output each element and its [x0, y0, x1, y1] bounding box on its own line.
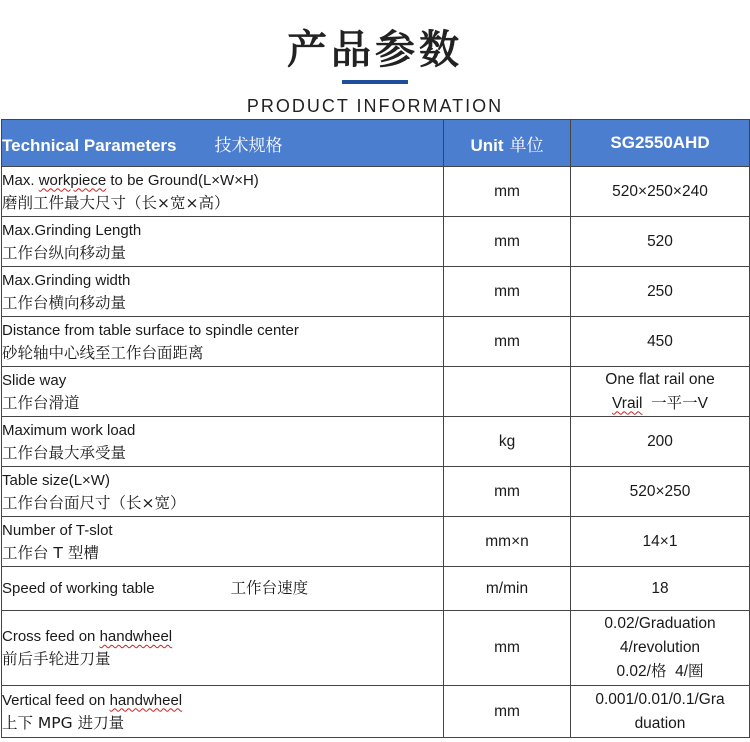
table-row	[2, 611, 750, 686]
param-en: Slide way	[2, 371, 67, 389]
spellcheck-word: handwheel	[109, 691, 183, 709]
param-cell	[2, 317, 444, 367]
value-line: 520×250×240	[612, 182, 708, 200]
value-line: 0.02/Graduation	[604, 615, 716, 632]
spellcheck-word: workpiece	[38, 171, 107, 189]
param-cn: 工作台 T 型槽	[2, 543, 99, 562]
unit-cell: kg	[444, 417, 571, 467]
page-subtitle: PRODUCT INFORMATION	[246, 96, 504, 116]
unit-cell: mm×n	[444, 517, 571, 567]
param-cell	[2, 267, 444, 317]
param-cell	[2, 517, 444, 567]
value-cell	[571, 417, 750, 467]
param-en: Maximum work load	[2, 421, 136, 439]
param-en-part: Max.	[2, 171, 39, 189]
value-line: 520	[647, 232, 673, 250]
table-header-row	[2, 120, 750, 167]
value-cell	[571, 367, 750, 417]
param-en-part: Cross feed on	[2, 628, 100, 645]
value-cell	[571, 517, 750, 567]
value-part: 一平一V	[642, 394, 708, 412]
param-en	[2, 169, 443, 192]
table-row	[2, 567, 750, 611]
spellcheck-word: handwheel	[99, 628, 173, 645]
value-line: duation	[634, 714, 686, 732]
value-line: 250	[647, 282, 673, 300]
table-row	[2, 217, 750, 267]
param-cn: 上下 MPG 进刀量	[2, 713, 125, 732]
value-cell	[571, 686, 750, 738]
value-line: 18	[651, 579, 669, 597]
param-cn: 工作台纵向移动量	[2, 243, 127, 262]
header-param-en: Technical Parameters	[2, 135, 177, 155]
param-cell	[2, 167, 444, 217]
param-cn: 磨削工件最大尺寸（长×宽×高）	[2, 193, 230, 212]
param-cn: 工作台最大承受量	[2, 443, 127, 462]
table-row	[2, 317, 750, 367]
unit-cell: mm	[444, 167, 571, 217]
header-model: SG2550AHD	[571, 120, 750, 167]
unit-cell: mm	[444, 217, 571, 267]
value-line: 450	[647, 332, 673, 350]
param-cell	[2, 467, 444, 517]
value-cell	[571, 467, 750, 517]
param-en: Table size(L×W)	[2, 471, 110, 489]
table-row	[2, 417, 750, 467]
header-param-cn: 技术规格	[214, 135, 283, 156]
param-cell	[2, 686, 444, 738]
param-en: Max.Grinding Length	[2, 221, 142, 239]
value-line: One flat rail one	[605, 370, 715, 388]
unit-cell: mm	[444, 317, 571, 367]
value-cell	[571, 267, 750, 317]
param-en: Distance from table surface to spindle center	[2, 321, 299, 339]
param-en-part: to be Ground(L×W×H)	[106, 171, 259, 189]
param-en-part: Vertical feed on	[2, 691, 110, 709]
value-line: 520×250	[629, 482, 691, 500]
unit-cell	[444, 367, 571, 417]
param-en	[2, 625, 443, 648]
spellcheck-word: Vrail	[612, 394, 643, 412]
value-line: 200	[647, 432, 673, 450]
unit-cell: mm	[444, 467, 571, 517]
value-cell	[571, 167, 750, 217]
page-title: 产品参数	[287, 27, 463, 73]
value-line: 14×1	[642, 532, 678, 550]
param-cn: 前后手轮进刀量	[2, 650, 111, 668]
title-underline	[342, 80, 408, 84]
unit-cell: mm	[444, 611, 571, 686]
spec-table	[1, 119, 750, 738]
param-en: Speed of working table	[2, 580, 155, 597]
param-en: Max.Grinding width	[2, 271, 131, 289]
value-line: 0.02/格 4/圈	[616, 663, 704, 680]
header-unit-en: Unit	[470, 135, 504, 155]
param-en: Number of T-slot	[2, 521, 113, 539]
header-unit	[444, 120, 571, 167]
header-unit-cn: 单位	[509, 135, 544, 156]
unit-cell: mm	[444, 267, 571, 317]
param-en	[2, 689, 443, 712]
param-cn: 工作台横向移动量	[2, 293, 127, 312]
table-row	[2, 467, 750, 517]
header-param	[2, 120, 444, 167]
param-cell	[2, 367, 444, 417]
param-cn: 工作台滑道	[2, 393, 80, 412]
value-cell	[571, 217, 750, 267]
param-cell	[2, 567, 444, 611]
value-cell	[571, 567, 750, 611]
table-row	[2, 517, 750, 567]
param-cn: 砂轮轴中心线至工作台面距离	[2, 343, 204, 362]
param-cn: 工作台速度	[230, 579, 309, 597]
unit-cell: mm	[444, 686, 571, 738]
value-cell	[571, 317, 750, 367]
value-line	[571, 392, 749, 416]
param-cell	[2, 217, 444, 267]
table-row	[2, 367, 750, 417]
table-row	[2, 267, 750, 317]
table-row	[2, 167, 750, 217]
param-cn: 工作台台面尺寸（长×宽）	[2, 493, 186, 512]
value-line: 0.001/0.01/0.1/Gra	[595, 690, 725, 708]
value-cell	[571, 611, 750, 686]
value-line: 4/revolution	[619, 639, 701, 656]
unit-cell: m/min	[444, 567, 571, 611]
param-cell	[2, 611, 444, 686]
table-row	[2, 686, 750, 738]
param-cell	[2, 417, 444, 467]
